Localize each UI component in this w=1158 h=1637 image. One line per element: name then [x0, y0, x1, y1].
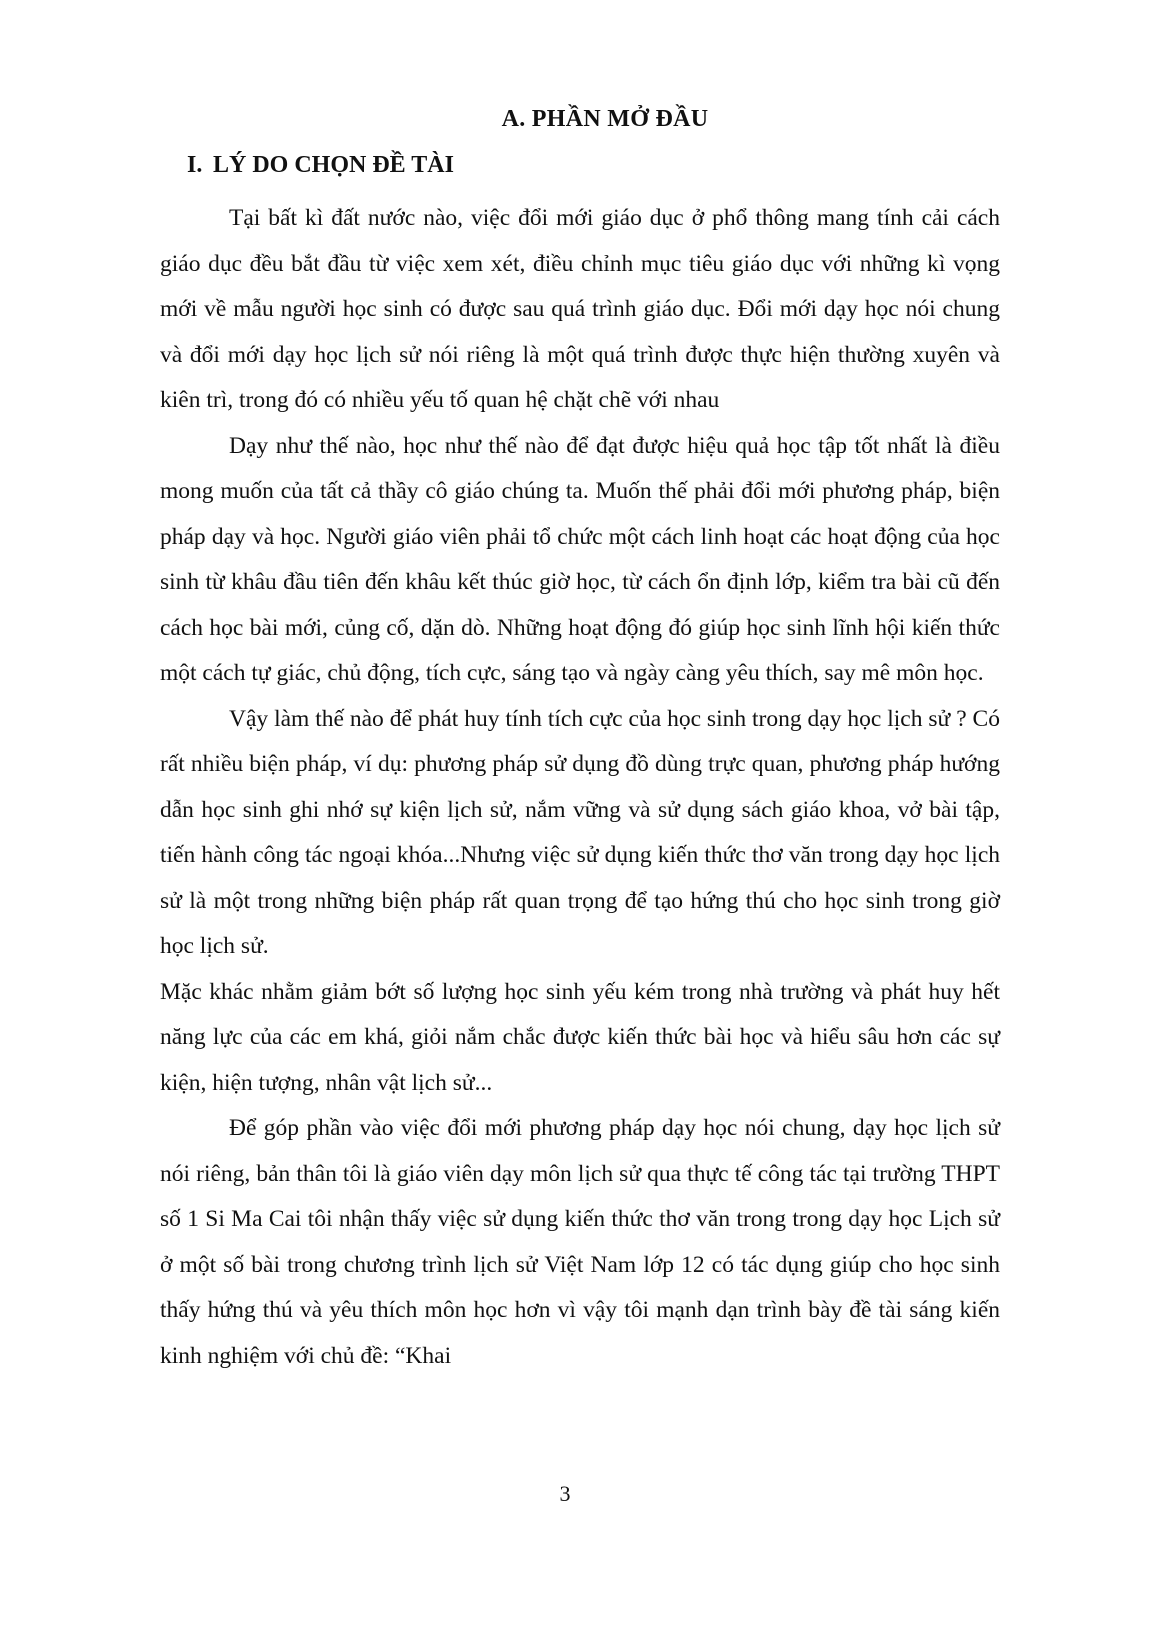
subsection-number: I.	[187, 152, 203, 178]
paragraph-3: Vậy làm thế nào để phát huy tính tích cực của học sinh trong dạy học lịch sử ? Có rất nhiều biện pháp, ví dụ: phương pháp sử dụng đồ dùng trực quan, phương pháp hướng dẫn học sinh ghi nhớ sự kiện lịch sử, nắm vững và sử dụng sách giáo khoa, vở bài tập, tiến hành công tác ngoại khóa...Nhưng việc sử dụng kiến thức thơ văn trong dạy học lịch sử là một trong những biện pháp rất quan trọng để tạo hứng thú cho học sinh trong giờ học lịch sử.	[160, 705, 1000, 959]
body-text	[160, 196, 1000, 1379]
paragraph-1: Tại bất kì đất nước nào, việc đổi mới giáo dục ở phổ thông mang tính cải cách giáo dục đều bắt đầu từ việc xem xét, điều chỉnh mục tiêu giáo dục với những kì vọng mới về mẫu người học sinh có được sau quá trình giáo dục. Đổi mới dạy học nói chung và đổi mới dạy học lịch sử nói riêng là một quá trình được thực hiện thường xuyên và kiên trì, trong đó có nhiều yếu tố quan hệ chặt chẽ với nhau	[160, 205, 1000, 413]
subsection-title: LÝ DO CHỌN ĐỀ TÀI	[213, 152, 454, 178]
paragraph-2: Dạy như thế nào, học như thế nào để đạt được hiệu quả học tập tốt nhất là điều mong muốn của tất cả thầy cô giáo chúng ta. Muốn thế phải đổi mới phương pháp, biện pháp dạy và học. Người giáo viên phải tổ chức một cách linh hoạt các hoạt động của học sinh từ khâu đầu tiên đến khâu kết thúc giờ học, từ cách ổn định lớp, kiểm tra bài cũ đến cách học bài mới, củng cố, dặn dò. Những hoạt động đó giúp học sinh lĩnh hội kiến thức một cách tự giác, chủ động, tích cực, sáng tạo và ngày càng yêu thích, say mê môn học.	[160, 432, 1000, 686]
page-number: 3	[559, 1481, 571, 1506]
subsection-heading	[187, 152, 454, 179]
paragraph-5: Để góp phần vào việc đổi mới phương pháp dạy học nói chung, dạy học lịch sử nói riêng, bản thân tôi là giáo viên dạy môn lịch sử qua thực tế công tác tại trường THPT số 1 Si Ma Cai tôi nhận thấy việc sử dụng kiến thức thơ văn trong trong dạy học Lịch sử ở một số bài trong chương trình lịch sử Việt Nam lớp 12 có tác dụng giúp cho học sinh thấy hứng thú và yêu thích môn học hơn vì vậy tôi mạnh dạn trình bày đề tài sáng kiến kinh nghiệm với chủ đề: “Khai	[160, 1115, 1000, 1369]
section-title: A. PHẦN MỞ ĐẦU	[501, 106, 709, 132]
paragraph-4: Mặc khác nhằm giảm bớt số lượng học sinh yếu kém trong nhà trường và phát huy hết năng lực của các em khá, giỏi nắm chắc được kiến thức bài học và hiểu sâu hơn các sự kiện, hiện tượng, nhân vật lịch sử...	[160, 978, 1000, 1096]
